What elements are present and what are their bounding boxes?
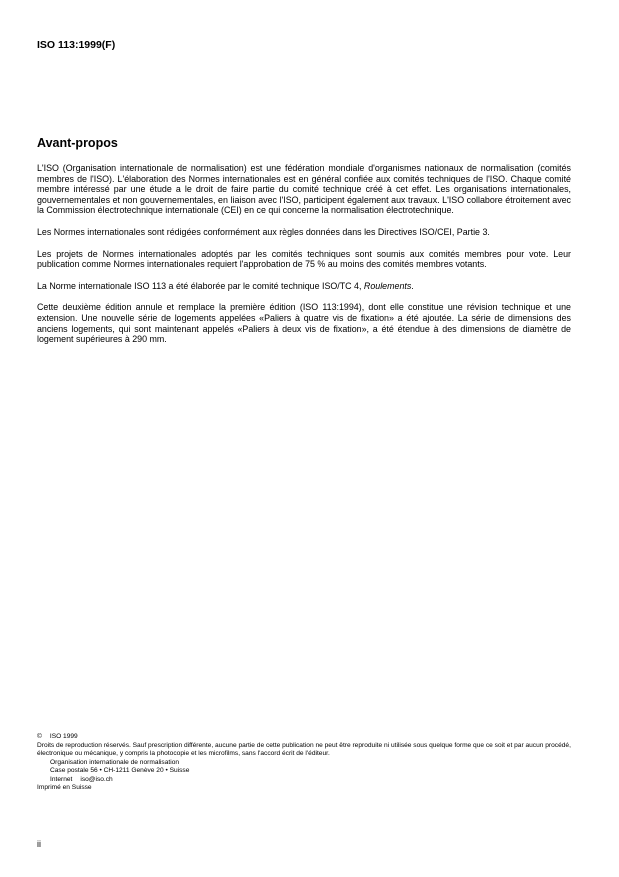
copyright-symbol: © xyxy=(37,733,42,740)
page-number: ii xyxy=(37,839,41,849)
internet-email: iso@iso.ch xyxy=(80,775,113,783)
copyright-printed: Imprimé en Suisse xyxy=(37,784,92,791)
foreword-paragraph-1: L'ISO (Organisation internationale de normalisation) est une fédération mondiale d'organismes nationaux de normalisation (comités membres de l'ISO). L'élaboration des Normes internationales est en général confiée aux comités techniques de l'ISO. Chaque comité membre intéressé par une étude a le droit de faire partie du comité technique créé à cet effet. Les organisations internationales, gouvernementales et non gouvernementales, en liaison avec l'ISO, participent également aux travaux. L'ISO collabore étroitement avec la Commission électrotechnique internationale (CEI) en ce qui concerne la normalisation électrotechnique. xyxy=(37,163,571,216)
paragraph-4-text: La Norme internationale ISO 113 a été élaborée par le comité technique ISO/TC 4, xyxy=(37,280,364,291)
foreword-paragraph-3: Les projets de Normes internationales adoptés par les comités techniques sont soumis aux comités membres pour vote. Leur publication comme Normes internationales requiert l'approbation de 75 % au moins des comités membres votants. xyxy=(37,248,571,270)
copyright-block xyxy=(37,733,577,793)
internet-label: Internet xyxy=(50,775,73,783)
copyright-address: Case postale 56 • CH-1211 Genève 20 • Suisse xyxy=(50,767,190,774)
copyright-line xyxy=(37,733,577,742)
copyright-org: Organisation internationale de normalisation xyxy=(50,758,180,766)
document-reference: ISO 113:1999(F) xyxy=(37,39,116,51)
copyright-year: ISO 1999 xyxy=(49,733,78,740)
foreword-body xyxy=(37,163,571,356)
copyright-rights: Droits de reproduction réservés. Sauf prescription différente, aucune partie de cette publication ne peut être reproduite ni utilisée sous quelque forme que ce soit et par aucun procédé, électronique ou mécanique, y compris la photocopie et les microfilms, sans l'accord écrit de l'éditeur. xyxy=(37,741,571,757)
paragraph-4-end: . xyxy=(411,280,414,291)
copyright-internet xyxy=(37,776,577,785)
foreword-heading: Avant-propos xyxy=(37,136,118,150)
foreword-paragraph-2: Les Normes internationales sont rédigées conformément aux règles données dans les Directives ISO/CEI, Partie 3. xyxy=(37,226,490,237)
foreword-paragraph-5: Cette deuxième édition annule et remplace la première édition (ISO 113:1994), dont elle constitue une révision technique et une extension. Une nouvelle série de logements appelées «Paliers à quatre vis de fixation» a été ajoutée. La série de dimensions des anciens logements, qui sont maintenant appelés «Paliers à deux vis de fixation», a été étendue à des dimensions de diamètre de logement supérieures à 290 mm. xyxy=(37,302,571,345)
foreword-paragraph-4 xyxy=(37,281,571,292)
committee-title: Roulements xyxy=(363,280,412,291)
